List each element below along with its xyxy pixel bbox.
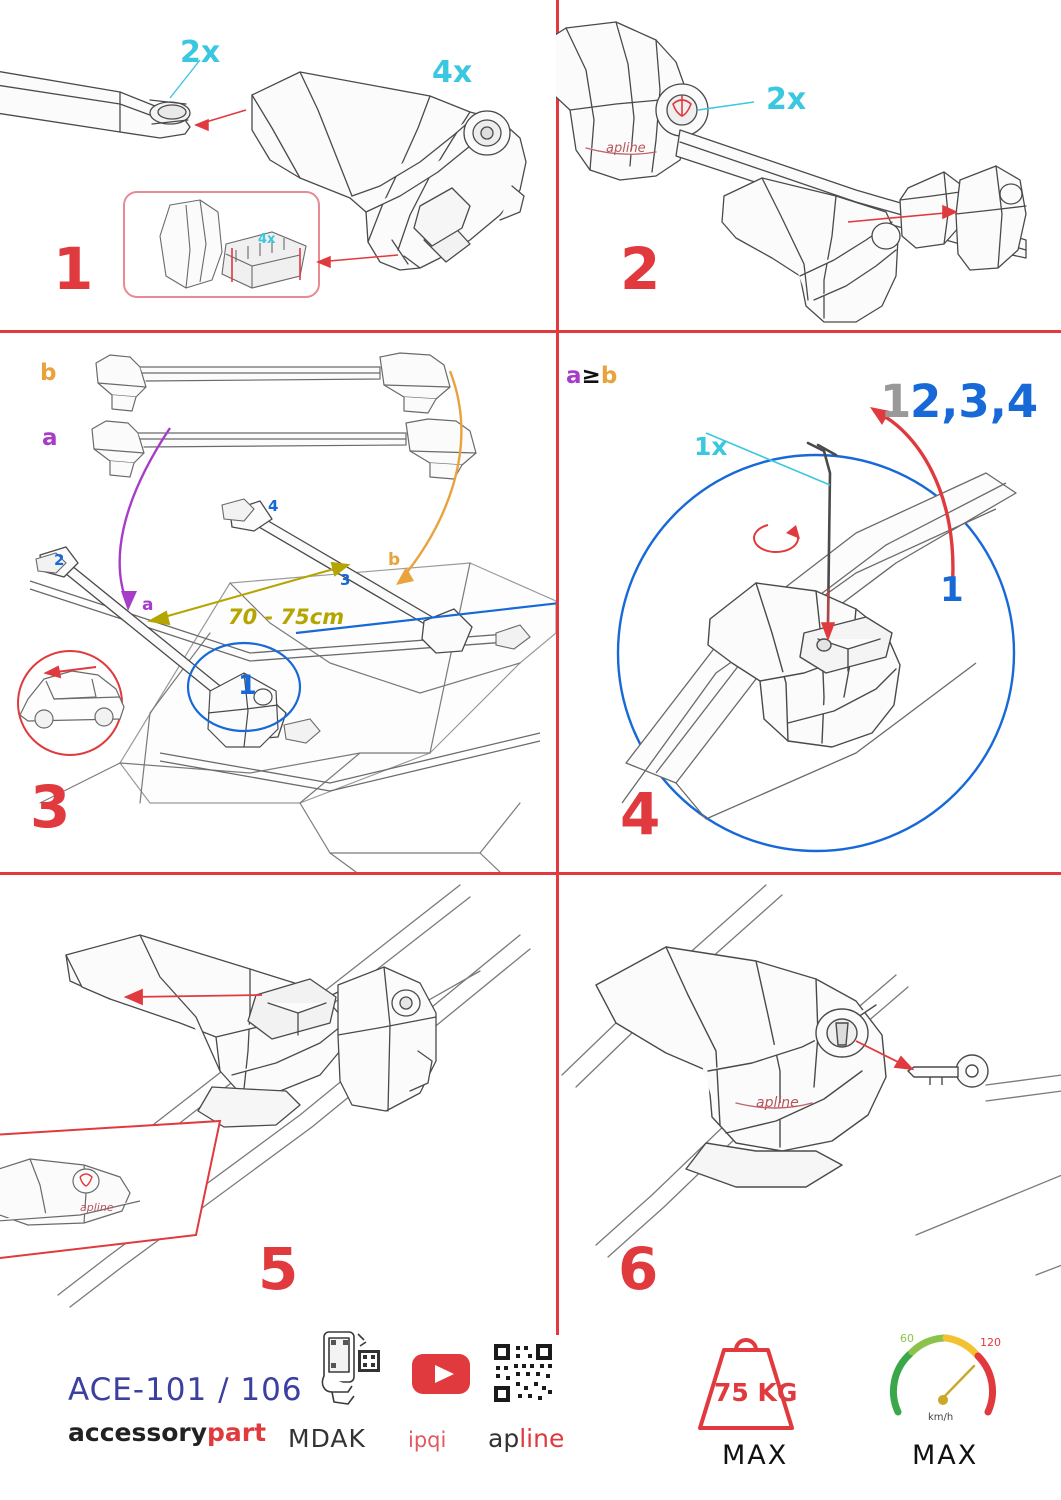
- brand-mdak: MDAK: [288, 1424, 366, 1453]
- brand-accessorypart-part1: accessory: [68, 1418, 208, 1447]
- svg-text:3: 3: [340, 571, 351, 589]
- step-3-dimension: 70 - 75cm: [228, 605, 345, 629]
- step-4-marker-1: 1: [940, 570, 964, 610]
- svg-text:2: 2: [54, 551, 65, 569]
- step-3-label-a-small: a: [142, 595, 154, 615]
- svg-text:apline: apline: [606, 141, 646, 156]
- speedometer-icon: [880, 1316, 1006, 1434]
- brand-apline-part2: line: [519, 1424, 565, 1453]
- svg-text:4: 4: [268, 497, 279, 515]
- step-2-number: 2: [620, 235, 661, 303]
- svg-text:apline: apline: [80, 1201, 114, 1214]
- svg-text:120: 120: [980, 1336, 1001, 1349]
- svg-text:apline: apline: [756, 1095, 799, 1111]
- step-3-label-b-small: b: [388, 550, 401, 570]
- svg-text:km/h: km/h: [928, 1412, 954, 1423]
- step-6-number: 6: [618, 1235, 659, 1303]
- step-2-qty-2x: 2x: [766, 82, 807, 117]
- step-1-number: 1: [53, 235, 94, 303]
- step-4-number: 4: [620, 780, 661, 848]
- step-1-qty-4x: 4x: [432, 55, 473, 90]
- step-3-label-b: b: [40, 360, 57, 386]
- weight-value: 75 KG: [714, 1378, 798, 1407]
- step-4-order-rest: 2,3,4: [910, 375, 1039, 428]
- step-3-label-a: a: [42, 425, 58, 451]
- speed-max-caption: MAX: [912, 1440, 979, 1471]
- step-5-number: 5: [258, 1235, 299, 1303]
- step-4-condition: a≥b: [566, 363, 618, 389]
- step-1-qty-2x: 2x: [180, 35, 221, 70]
- brand-accessorypart: [68, 1418, 266, 1447]
- brand-ipqi: ipqi: [408, 1428, 447, 1452]
- brand-apline: [488, 1424, 564, 1453]
- qr-code-icon: [492, 1342, 554, 1404]
- weight-max-caption: MAX: [722, 1440, 789, 1471]
- step-3-illustration: [0, 333, 556, 872]
- svg-text:60: 60: [900, 1332, 914, 1345]
- brand-apline-part1: ap: [488, 1424, 520, 1453]
- model-code: ACE-101 / 106: [68, 1372, 303, 1408]
- step-3-marker-1: 1: [238, 670, 257, 701]
- youtube-icon[interactable]: [412, 1352, 472, 1396]
- brand-accessorypart-part2: part: [207, 1418, 267, 1447]
- step-4-order-first: 1: [880, 375, 912, 428]
- step-4-qty-1x: 1x: [694, 432, 728, 461]
- step-3-number: 3: [30, 773, 71, 841]
- step-1-inset-qty-4x: 4x: [258, 232, 276, 247]
- qr-scan-phone-icon: [318, 1330, 386, 1410]
